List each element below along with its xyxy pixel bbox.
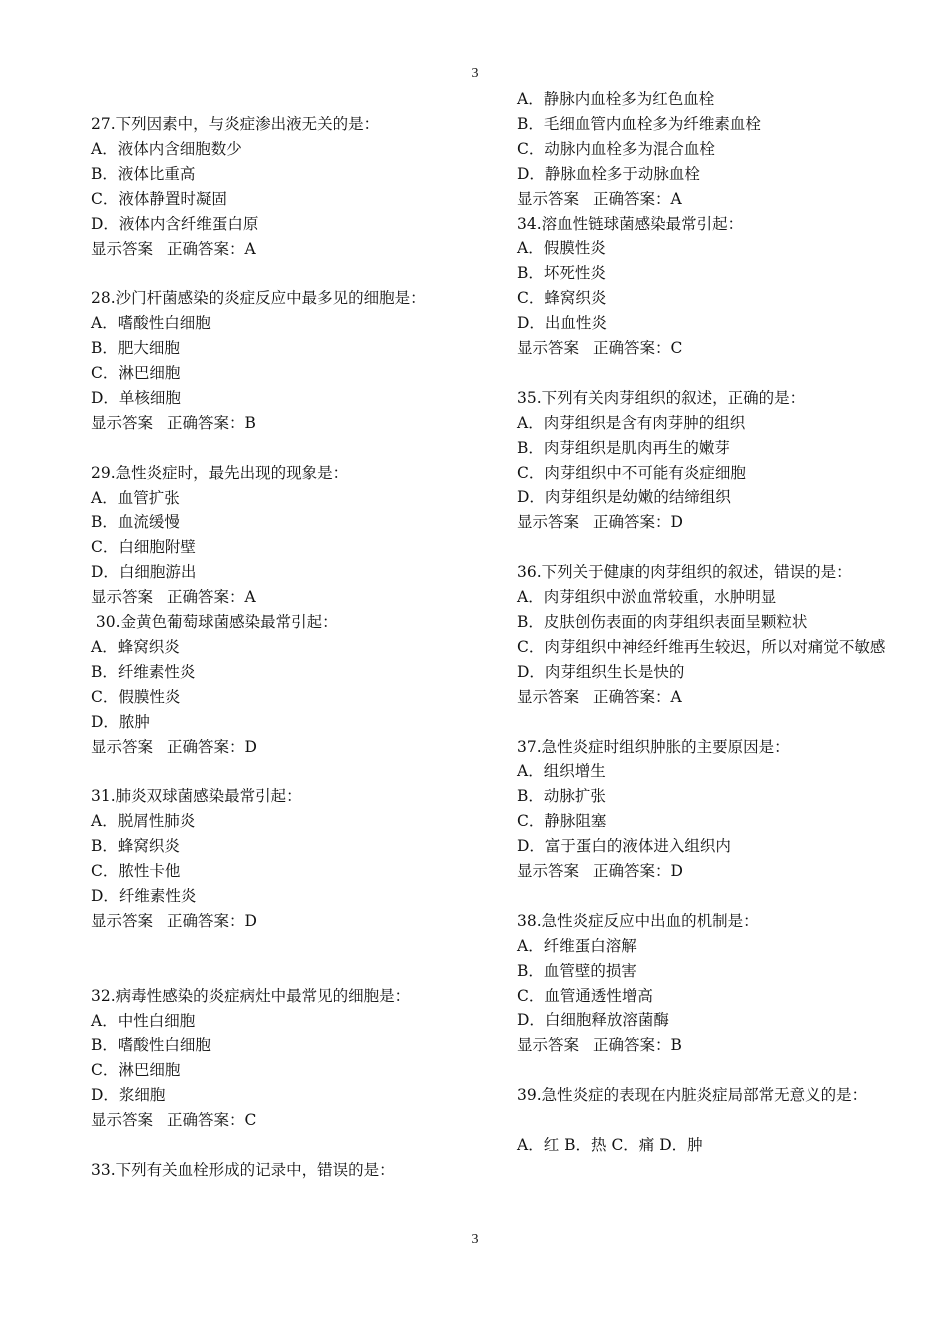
question-text: 35.下列有关肉芽组织的叙述，正确的是： — [517, 388, 806, 407]
question-text: 30.金黄色葡萄球菌感染最常引起： — [91, 613, 338, 632]
question-33-options — [517, 87, 897, 212]
correct-answer: 正确答案：D — [167, 911, 257, 930]
option-d: D．白细胞释放溶菌酶 — [517, 1011, 669, 1030]
question-39 — [517, 1083, 897, 1158]
option-c: C．静脉阻塞 — [517, 812, 607, 831]
question-28 — [91, 286, 491, 435]
option-d: D．液体内含纤维蛋白原 — [91, 214, 259, 233]
option-d: D．单核细胞 — [91, 388, 181, 407]
question-text: 33.下列有关血栓形成的记录中，错误的是： — [91, 1160, 395, 1179]
option-b: B．嗜酸性白细胞 — [91, 1036, 211, 1055]
option-b: B．液体比重高 — [91, 164, 196, 183]
correct-answer: 正确答案：A — [167, 239, 256, 258]
question-29 — [91, 461, 491, 610]
option-b: B．肉芽组织是肌肉再生的嫩芽 — [517, 438, 730, 457]
question-33 — [91, 1158, 491, 1183]
show-answer-link[interactable]: 显示答案 — [517, 189, 580, 208]
option-c: C．动脉内血栓多为混合血栓 — [517, 139, 715, 158]
answer-row — [91, 411, 491, 436]
question-text: 39.急性炎症的表现在内脏炎症局部常无意义的是： — [517, 1086, 868, 1105]
correct-answer: 正确答案：B — [167, 413, 256, 432]
option-b: B．蜂窝织炎 — [91, 837, 180, 856]
show-answer-link[interactable]: 显示答案 — [517, 862, 580, 881]
option-c: C．血管通透性增高 — [517, 986, 653, 1005]
correct-answer: 正确答案：A — [593, 687, 682, 706]
answer-row — [517, 510, 897, 535]
page-number-bottom: 3 — [471, 1232, 479, 1247]
option-a: A．组织增生 — [517, 762, 606, 781]
left-column — [91, 112, 491, 1183]
option-b: B．肥大细胞 — [91, 339, 180, 358]
question-32 — [91, 984, 491, 1133]
option-d: D．白细胞游出 — [91, 563, 197, 582]
question-36 — [517, 560, 897, 709]
question-31 — [91, 784, 491, 933]
option-d: D．肉芽组织生长是快的 — [517, 662, 685, 681]
option-a: A．静脉内血栓多为红色血栓 — [517, 90, 715, 108]
option-a: A．中性白细胞 — [91, 1011, 196, 1030]
option-d: D．浆细胞 — [91, 1086, 166, 1105]
answer-row — [91, 585, 491, 610]
question-text: 32.病毒性感染的炎症病灶中最常见的细胞是： — [91, 986, 411, 1005]
question-text: 36.下列关于健康的肉芽组织的叙述，错误的是： — [517, 563, 852, 582]
page-number-top: 3 — [471, 66, 479, 81]
correct-answer: 正确答案：D — [593, 862, 683, 881]
question-text: 38.急性炎症反应中出血的机制是： — [517, 911, 759, 930]
correct-answer: 正确答案：B — [593, 1036, 682, 1055]
option-d: D．静脉血栓多于动脉血栓 — [517, 164, 700, 183]
show-answer-link[interactable]: 显示答案 — [91, 239, 154, 258]
option-c: C．假膜性炎 — [91, 687, 181, 706]
correct-answer: 正确答案：C — [593, 339, 683, 358]
answer-row — [91, 237, 491, 262]
answer-row — [517, 685, 897, 710]
option-c: C．淋巴细胞 — [91, 364, 181, 383]
option-c: C．白细胞附壁 — [91, 538, 196, 557]
answer-row — [517, 187, 897, 212]
option-b: B．动脉扩张 — [517, 787, 606, 806]
option-b: B．坏死性炎 — [517, 264, 606, 283]
option-b: B．血管壁的损害 — [517, 961, 637, 980]
show-answer-link[interactable]: 显示答案 — [517, 513, 580, 532]
option-b: B．血流缓慢 — [91, 513, 180, 532]
option-a: A．液体内含细胞数少 — [91, 139, 242, 158]
answer-row — [517, 859, 897, 884]
option-a: A．假膜性炎 — [517, 239, 606, 258]
question-text: 27.下列因素中，与炎症渗出液无关的是： — [91, 115, 380, 133]
option-a: A．肉芽组织是含有肉芽肿的组织 — [517, 413, 746, 432]
option-a: A．纤维蛋白溶解 — [517, 936, 637, 955]
option-d: D．出血性炎 — [517, 314, 607, 333]
option-c: C．蜂窝织炎 — [517, 289, 607, 308]
question-37 — [517, 735, 897, 884]
option-d: D．肉芽组织是幼嫩的结缔组织 — [517, 488, 731, 507]
correct-answer: 正确答案：A — [167, 588, 256, 607]
option-c: C．液体静置时凝固 — [91, 189, 227, 208]
option-a: A．脱屑性肺炎 — [91, 812, 196, 831]
option-d: D．富于蛋白的液体进入组织内 — [517, 837, 731, 856]
question-27 — [91, 112, 491, 261]
show-answer-link[interactable]: 显示答案 — [91, 413, 154, 432]
show-answer-link[interactable]: 显示答案 — [517, 339, 580, 358]
answer-row — [517, 336, 897, 361]
answer-row — [91, 735, 491, 760]
answer-row — [91, 909, 491, 934]
show-answer-link[interactable]: 显示答案 — [91, 737, 154, 756]
show-answer-link[interactable]: 显示答案 — [517, 687, 580, 706]
option-c: C．肉芽组织中不可能有炎症细胞 — [517, 463, 746, 482]
option-b: B．纤维素性炎 — [91, 662, 196, 681]
question-35 — [517, 386, 897, 535]
question-text: 31.肺炎双球菌感染最常引起： — [91, 787, 302, 806]
option-b: B．皮肤创伤表面的肉芽组织表面呈颗粒状 — [517, 613, 808, 631]
option-a: A．嗜酸性白细胞 — [91, 314, 211, 333]
right-column — [517, 87, 897, 1158]
show-answer-link[interactable]: 显示答案 — [91, 1111, 154, 1130]
question-30 — [91, 610, 491, 759]
question-text: 29.急性炎症时，最先出现的现象是： — [91, 463, 349, 482]
answer-row — [91, 1108, 491, 1133]
question-text: 37.急性炎症时组织肿胀的主要原因是： — [517, 737, 790, 756]
option-c: C．脓性卡他 — [91, 862, 181, 881]
correct-answer: 正确答案：A — [593, 189, 682, 208]
question-34 — [517, 212, 897, 361]
show-answer-link[interactable]: 显示答案 — [91, 911, 154, 930]
option-a: A．蜂窝织炎 — [91, 638, 180, 656]
option-a: A．血管扩张 — [91, 488, 180, 507]
options-inline: A．红 B．热 C．痛 D．肿 — [517, 1135, 703, 1154]
option-d: D．脓肿 — [91, 712, 150, 731]
show-answer-link[interactable]: 显示答案 — [517, 1036, 580, 1055]
answer-row — [517, 1033, 897, 1058]
question-text: 28.沙门杆菌感染的炎症反应中最多见的细胞是： — [91, 289, 426, 308]
correct-answer: 正确答案：D — [593, 513, 683, 532]
option-c: C．肉芽组织中神经纤维再生较迟，所以对痛觉不敏感 — [517, 637, 886, 656]
option-d: D．纤维素性炎 — [91, 887, 197, 906]
correct-answer: 正确答案：C — [167, 1111, 257, 1130]
question-text: 34.溶血性链球菌感染最常引起： — [517, 214, 744, 233]
correct-answer: 正确答案：D — [167, 737, 257, 756]
option-a: A．肉芽组织中淤血常较重，水肿明显 — [517, 588, 777, 607]
question-38 — [517, 909, 897, 1058]
show-answer-link[interactable]: 显示答案 — [91, 588, 154, 607]
option-c: C．淋巴细胞 — [91, 1061, 181, 1080]
option-b: B．毛细血管内血栓多为纤维素血栓 — [517, 114, 761, 133]
